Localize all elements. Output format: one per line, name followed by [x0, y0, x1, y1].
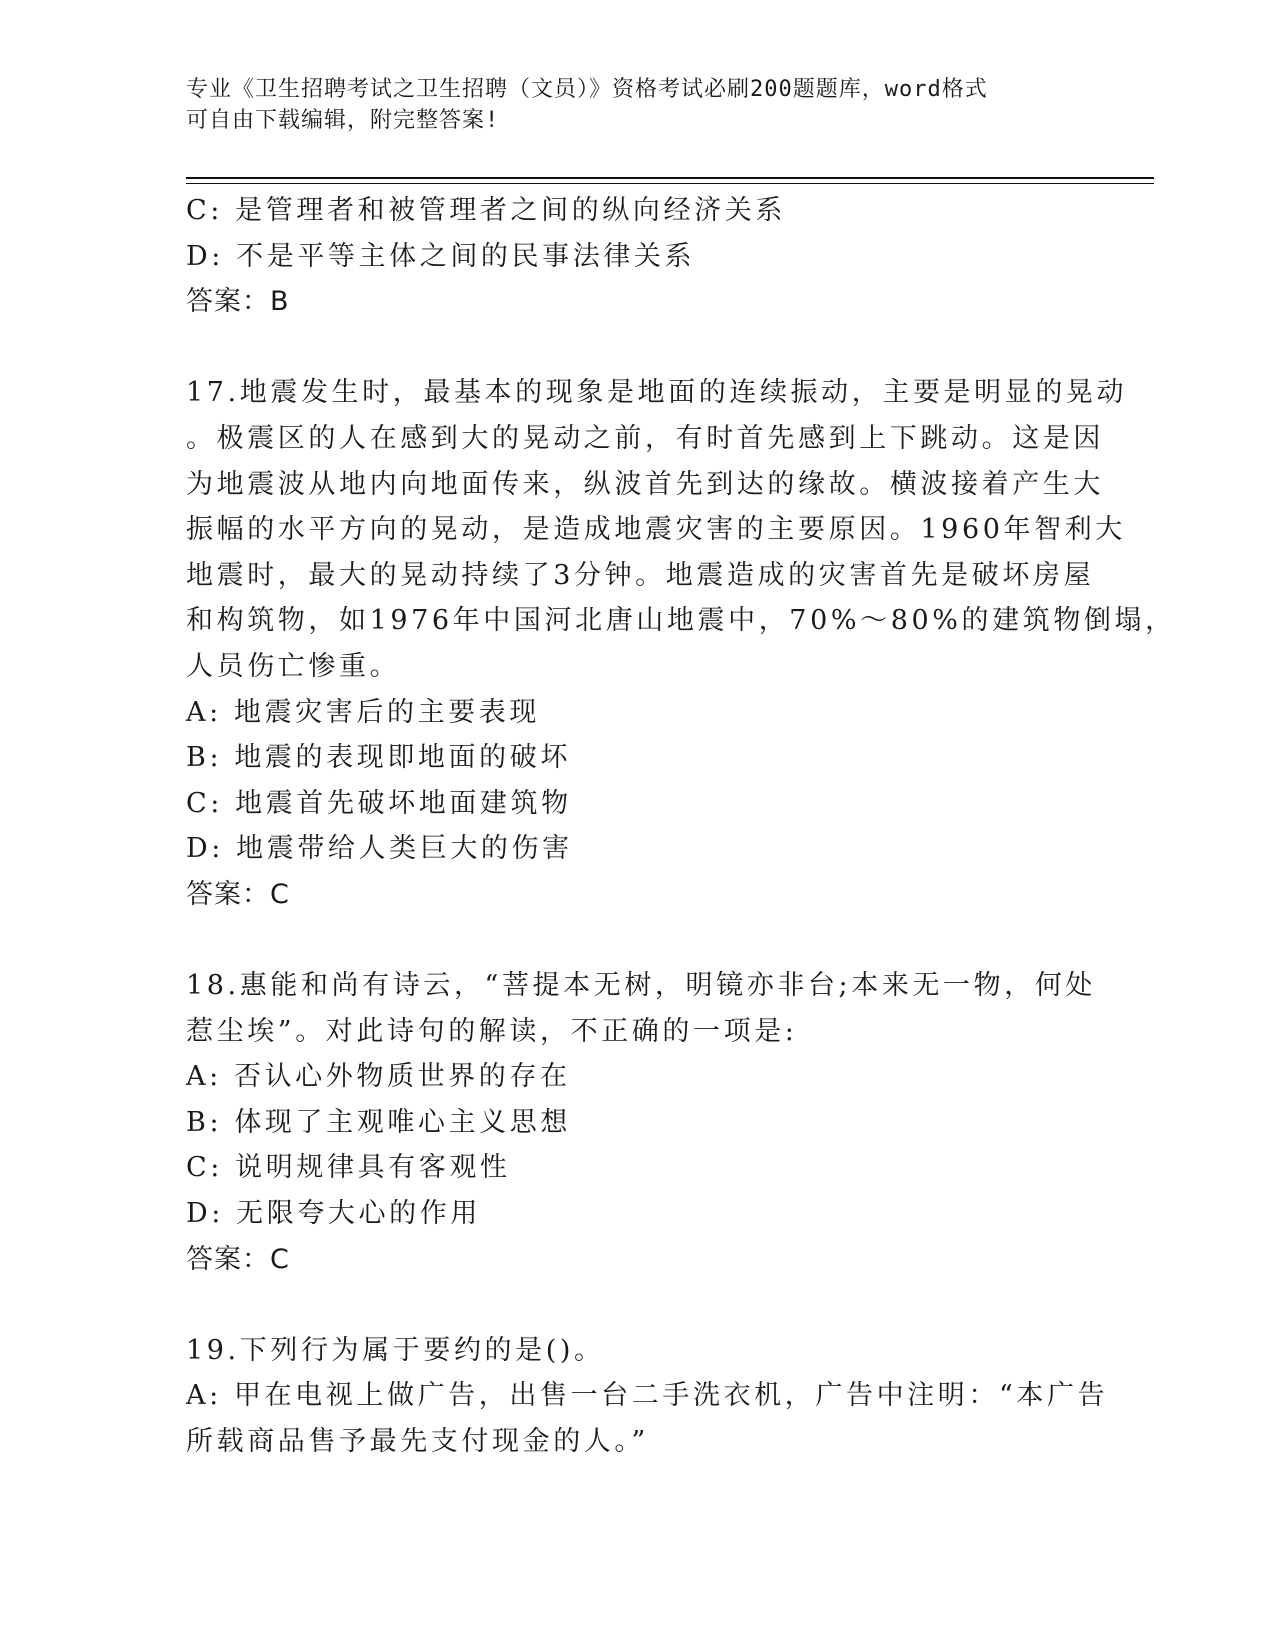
question-stem-line: 振幅的水平方向的晃动，是造成地震灾害的主要原因。1960年智利大: [186, 514, 1126, 546]
option-b: B: 地震的表现即地面的破坏: [186, 742, 571, 774]
question-18: [186, 963, 1097, 1282]
option-d: D: 不是平等主体之间的民事法律关系: [186, 240, 696, 272]
question-stem-line: 19.下列行为属于要约的是()。: [186, 1334, 605, 1366]
previous-question-tail: [186, 188, 1086, 325]
question-stem-line: 18.惠能和尚有诗云，“菩提本无树，明镜亦非台;本来无一物，何处: [186, 970, 1097, 1002]
question-17: [186, 370, 1176, 917]
option-c: C: 是管理者和被管理者之间的纵向经济关系: [186, 195, 786, 226]
header-line-2: 可自由下载编辑，附完整答案!: [186, 108, 500, 133]
question-19: [186, 1328, 1109, 1465]
question-stem-line: 17.地震发生时，最基本的现象是地面的连续振动，主要是明显的晃动: [186, 377, 1128, 409]
option-a: A: 甲在电视上做广告，出售一台二手洗衣机，广告中注明：“本广告: [186, 1380, 1109, 1412]
header-divider-thin: [186, 183, 1154, 184]
question-spacer: [186, 918, 1086, 964]
option-a: A: 否认心外物质世界的存在: [186, 1061, 571, 1093]
answer-line: 答案：C: [186, 1243, 290, 1275]
answer-line: 答案：B: [186, 286, 290, 318]
header-divider-thick: [186, 177, 1154, 179]
option-c: C: 地震首先破坏地面建筑物: [186, 787, 572, 819]
option-d: D: 地震带给人类巨大的伤害: [186, 833, 573, 865]
option-b: B: 体现了主观唯心主义思想: [186, 1106, 571, 1138]
option-c: C: 说明规律具有客观性: [186, 1152, 511, 1184]
question-stem-line: 和构筑物，如1976年中国河北唐山地震中，70%～80%的建筑物倒塌，: [186, 605, 1176, 637]
question-spacer: [186, 325, 1086, 371]
option-a-continuation: 所载商品售予最先支付现金的人。”: [186, 1426, 649, 1458]
question-stem-line: 为地震波从地内向地面传来，纵波首先到达的缘故。横波接着产生大: [186, 468, 1104, 500]
question-spacer: [186, 1282, 1086, 1328]
option-d: D: 无限夸大心的作用: [186, 1198, 481, 1230]
option-a: A: 地震灾害后的主要表现: [186, 696, 540, 728]
header-line-1: 专业《卫生招聘考试之卫生招聘（文员）》资格考试必刷200题题库，word格式: [186, 77, 988, 102]
question-content: [186, 188, 1176, 1465]
question-stem-line: 。极震区的人在感到大的晃动之前，有时首先感到上下跳动。这是因: [186, 422, 1104, 454]
answer-line: 答案：C: [186, 878, 290, 910]
question-stem-line: 地震时，最大的晃动持续了3分钟。地震造成的灾害首先是破坏房屋: [186, 559, 1095, 591]
question-stem-line: 人员伤亡惨重。: [186, 650, 401, 682]
document-header: [186, 74, 1066, 136]
question-stem-line: 惹尘埃”。对此诗句的解读，不正确的一项是:: [186, 1015, 798, 1047]
